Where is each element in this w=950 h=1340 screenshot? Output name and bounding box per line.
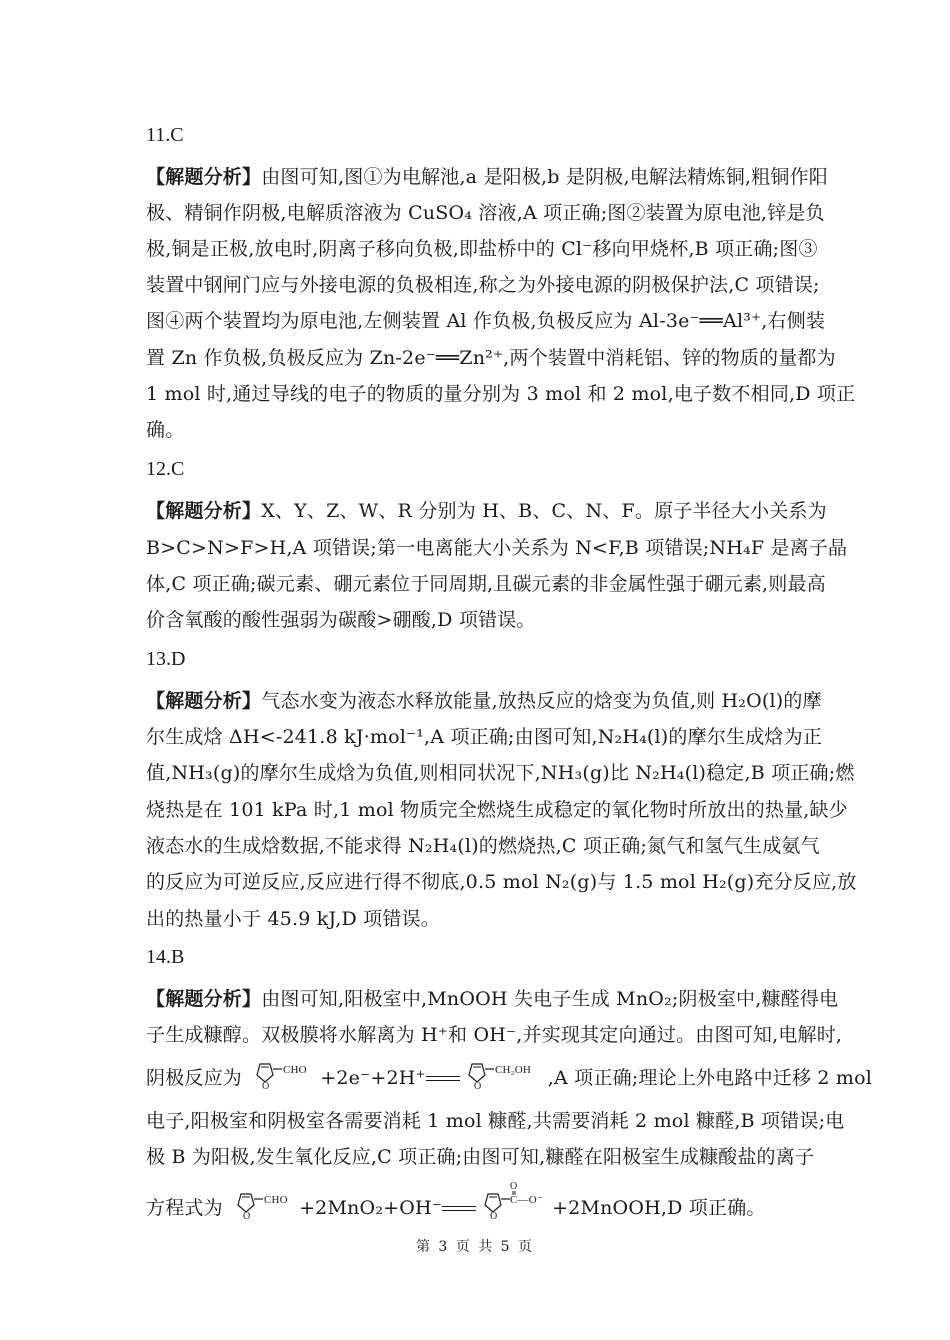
- svg-text:O: O: [262, 1081, 270, 1090]
- cathode-reactants: +2e⁻+2H⁺: [320, 1067, 426, 1089]
- q14-line-4: 电子,阳极室和阴极室各需要消耗 1 mol 糠醛,共需要消耗 2 mol 糠醛,B 项错误;电: [146, 1110, 845, 1132]
- q11-line-1: [146, 162, 828, 189]
- anode-reactants: +2MnO₂+OH⁻: [299, 1197, 443, 1219]
- question-12-number: 12.C: [146, 458, 185, 480]
- q13-line-5: 液态水的生成焓数据,不能求得 N₂H₄(l)的燃烧热,C 项正确;氮气和氢气生成氨气: [146, 835, 820, 857]
- q14-line-2: 子生成糠醇。双极膜将水解离为 H⁺和 OH⁻,并实现其定向通过。由图可知,电解时,: [146, 1024, 843, 1046]
- furfural-structure: [229, 1186, 299, 1220]
- q14-line-3-text: 阴极反应为: [146, 1067, 243, 1089]
- equals-sign: [426, 1073, 460, 1085]
- furoate-structure: [476, 1180, 552, 1220]
- q13-line-1: [146, 686, 822, 713]
- q13-line-3: 值,NH₃(g)的摩尔生成焓为负值,则相同状况下,NH₃(g)比 N₂H₄(l)稳定,B 项正确;燃: [146, 762, 855, 784]
- question-11-number: 11.C: [146, 124, 184, 146]
- q12-line-2: B>C>N>F>H,A 项错误;第一电离能大小关系为 N<F,B 项错误;NH₄F 是离子晶: [146, 537, 848, 559]
- q12-line-3: 体,C 项正确;碳元素、硼元素位于同周期,且碳元素的非金属性强于硼元素,则最高: [146, 573, 826, 595]
- q12-line-1-text: X、Y、Z、W、R 分别为 H、B、C、N、F。原子半径大小关系为: [261, 500, 827, 522]
- equals-sign: [442, 1203, 476, 1215]
- cho-group: CHO: [283, 1064, 308, 1076]
- q13-line-6: 的反应为可逆反应,反应进行得不彻底,0.5 mol N₂(g)与 1.5 mol H₂(g)充分反应,放: [146, 871, 857, 893]
- svg-text:O: O: [243, 1211, 251, 1220]
- q12-line-4: 价含氧酸的酸性强弱为碳酸>硼酸,D 项错误。: [146, 609, 536, 631]
- analysis-tag: 【解题分析】: [146, 988, 262, 1010]
- q13-line-7: 出的热量小于 45.9 kJ,D 项错误。: [146, 908, 440, 930]
- q12-line-1: [146, 496, 827, 523]
- page-footer: 第 3 页 共 5 页: [415, 1239, 535, 1255]
- q14-anode-equation-line: [146, 1180, 766, 1228]
- q11-line-6: 置 Zn 作负极,负极反应为 Zn-2e⁻══Zn²⁺,两个装置中消耗铝、锌的物质的量都为: [146, 347, 836, 369]
- q14-line-1-text: 由图可知,阳极室中,MnOOH 失电子生成 MnO₂;阴极室中,糠醛得电: [261, 988, 839, 1010]
- q13-line-2: 尔生成焓 ΔH<-241.8 kJ·mol⁻¹,A 项正确;由图可知,N₂H₄(l)的摩尔生成焓为正: [146, 726, 823, 748]
- ch2oh-group: CH₂OH: [494, 1064, 531, 1076]
- analysis-tag: 【解题分析】: [146, 166, 262, 188]
- q14-line-1: [146, 984, 838, 1011]
- q11-line-1-text: 由图可知,图①为电解池,a 是阳极,b 是阴极,电解法精炼铜,粗铜作阳: [261, 166, 828, 188]
- cathode-equation-tail: ,A 项正确;理论上外电路中迁移 2 mol: [547, 1067, 873, 1089]
- q11-line-8: 确。: [146, 419, 185, 441]
- analysis-tag: 【解题分析】: [146, 690, 262, 712]
- svg-text:O: O: [490, 1211, 498, 1220]
- cho-group: CHO: [264, 1194, 288, 1206]
- question-13-number: 13.D: [146, 648, 186, 670]
- q13-line-4: 烧热是在 101 kPa 时,1 mol 物质完全燃烧生成稳定的氧化物时所放出的热量,缺少: [146, 799, 848, 821]
- q14-cathode-equation-line: [146, 1056, 872, 1098]
- q11-line-3: 极,铜是正极,放电时,阴离子移向负极,即盐桥中的 Cl⁻移向甲烧杯,B 项正确;图③: [146, 238, 818, 260]
- q11-line-5: 图④两个装置均为原电池,左侧装置 Al 作负极,负极反应为 Al-3e⁻══Al³⁺,右侧装: [146, 310, 826, 332]
- carboxylate-group: C—O⁻: [510, 1194, 543, 1206]
- q11-line-4: 装置中钢闸门应与外接电源的负极相连,称之为外接电源的阴极保护法,C 项错误;: [146, 274, 820, 296]
- q11-line-2: 极、精铜作阴极,电解质溶液为 CuSO₄ 溶液,A 项正确;图②装置为原电池,锌是负: [146, 202, 825, 224]
- anode-equation-tail: +2MnOOH,D 项正确。: [552, 1197, 766, 1219]
- svg-text:O: O: [473, 1081, 482, 1090]
- question-14-number: 14.B: [146, 946, 185, 968]
- q14-line-6-text: 方程式为: [146, 1197, 223, 1219]
- carbonyl-oxygen: O: [510, 1181, 518, 1192]
- analysis-tag: 【解题分析】: [146, 500, 262, 522]
- q11-line-7: 1 mol 时,通过导线的电子的物质的量分别为 3 mol 和 2 mol,电子数不相同,D 项正: [146, 383, 856, 405]
- furfural-structure: [248, 1056, 320, 1090]
- furfuryl-alcohol-structure: [460, 1056, 548, 1090]
- q13-line-1-text: 气态水变为液态水释放能量,放热反应的焓变为负值,则 H₂O(l)的摩: [261, 690, 822, 712]
- q14-line-5: 极 B 为阳极,发生氧化反应,C 项正确;由图可知,糠醛在阳极室生成糠酸盐的离子: [146, 1146, 815, 1168]
